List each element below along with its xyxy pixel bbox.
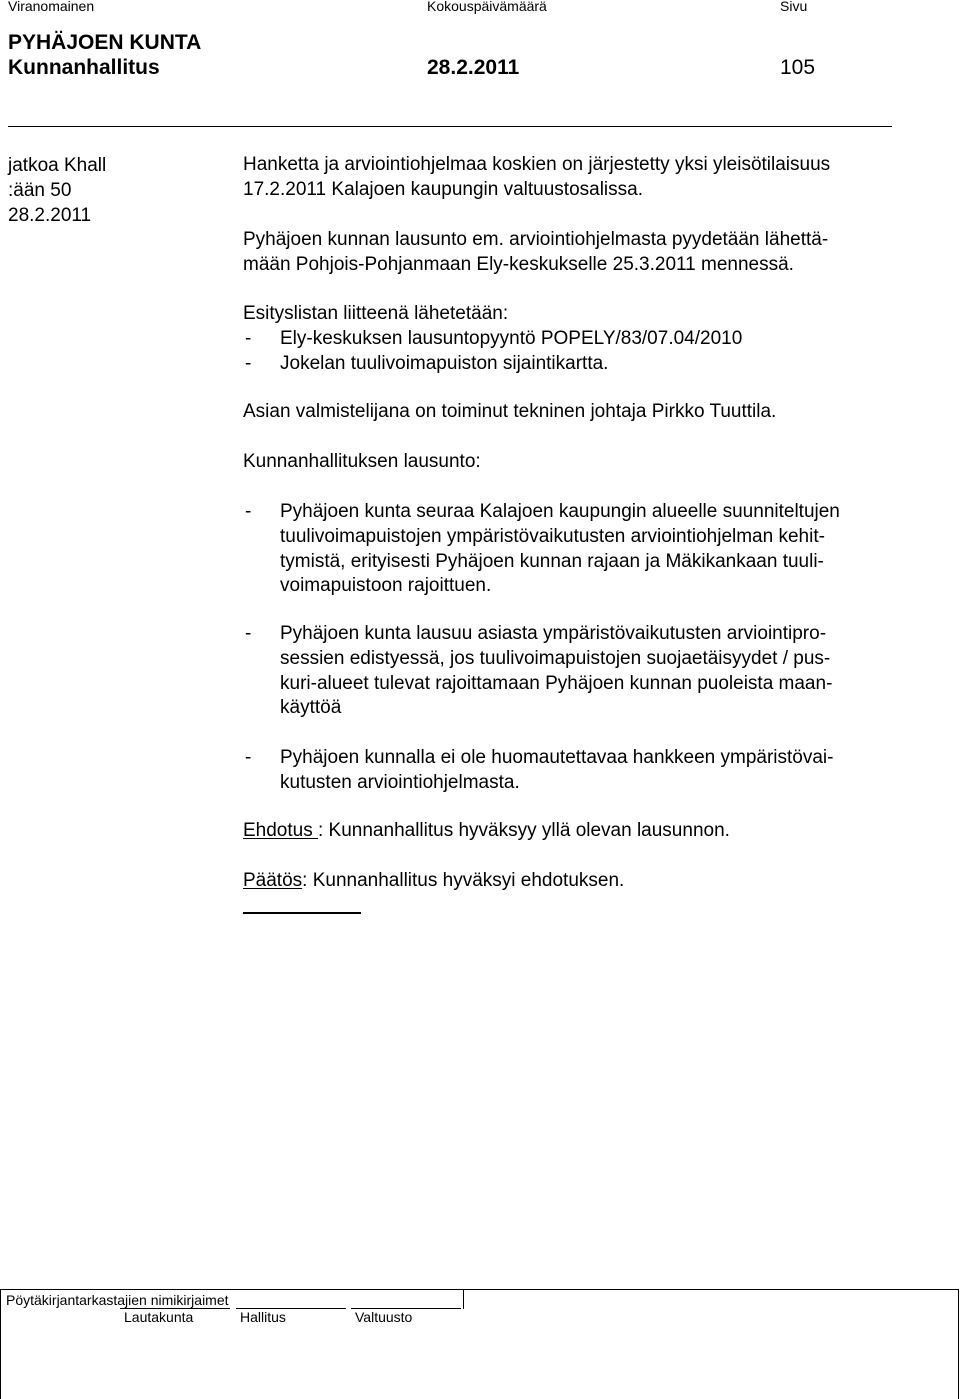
attachment-dash: - xyxy=(245,353,252,374)
attachments-heading: Esityslistan liitteenä lähetetään: xyxy=(243,303,509,324)
municipality-name: PYHÄJOEN KUNTA xyxy=(8,31,202,54)
header-divider xyxy=(8,126,892,127)
footer-col-government: Hallitus xyxy=(240,1309,286,1325)
header-label-official: Viranomainen xyxy=(8,0,95,14)
meeting-date: 28.2.2011 xyxy=(427,56,520,79)
footer-top-border xyxy=(0,1289,959,1290)
proposal-text: : Kunnanhallitus hyväksyy yllä olevan lausunnon. xyxy=(318,820,730,841)
bullet-dash: - xyxy=(245,501,252,522)
bullet-dash: - xyxy=(245,623,252,644)
footer-divider xyxy=(463,1289,464,1309)
attachment-item: Ely-keskuksen lausuntopyyntö POPELY/83/07.04/2010 xyxy=(280,328,743,349)
statement-heading: Kunnanhallituksen lausunto: xyxy=(243,451,481,472)
attachment-dash: - xyxy=(245,328,252,349)
margin-ref-line1: jatkoa Khall xyxy=(8,155,107,176)
footer-col-council: Valtuusto xyxy=(355,1309,413,1325)
footer-col-board: Lautakunta xyxy=(124,1309,194,1325)
proposal-label: Ehdotus xyxy=(243,820,318,841)
statement-bullet-3: Pyhäjoen kunnalla ei ole huomautettavaa hankkeen ympäristövai- kutusten arviointiohjelmasta. xyxy=(280,747,834,793)
preparer-note: Asian valmistelijana on toiminut tekninen johtaja Pirkko Tuuttila. xyxy=(243,401,777,422)
attachment-item: Jokelan tuulivoimapuiston sijaintikartta. xyxy=(280,353,609,374)
bullet-dash: - xyxy=(245,747,252,768)
margin-ref-line2: :ään 50 xyxy=(8,180,72,201)
section-end-rule xyxy=(243,912,361,914)
paragraph-event: Hanketta ja arviointiohjelmaa koskien on järjestetty yksi yleisötilaisuus 17.2.2011 Kalajoen kaupungin valtuustosalissa. xyxy=(243,154,831,200)
margin-ref-line3: 28.2.2011 xyxy=(8,205,92,226)
page-number: 105 xyxy=(780,56,816,79)
board-name: Kunnanhallitus xyxy=(8,56,160,79)
decision-text: : Kunnanhallitus hyväksyi ehdotuksen. xyxy=(302,870,625,891)
signatures-label: Pöytäkirjantarkastajien nimikirjaimet xyxy=(6,1292,229,1308)
decision-label: Päätös xyxy=(243,870,303,891)
header-label-date: Kokouspäivämäärä xyxy=(427,0,547,14)
signature-table xyxy=(0,1289,959,1399)
paragraph-request: Pyhäjoen kunnan lausunto em. arviointiohjelmasta pyydetään lähettä- mään Pohjois-Pohjanmaan Ely-keskukselle 25.3.2011 mennessä. xyxy=(243,229,829,275)
decision-line xyxy=(243,869,624,894)
statement-bullet-2: Pyhäjoen kunta lausuu asiasta ympäristövaikutusten arviointipro- sessien edistyessä, jos tuulivoimapuistojen suojaetäisyydet / pus- kuri-alueet tulevat rajoittamaan Pyhäjoen kunnan puoleista maan- käyttöä xyxy=(280,623,833,719)
footer-left-border xyxy=(0,1289,1,1399)
footer-right-border xyxy=(958,1289,959,1399)
proposal-line xyxy=(243,819,730,844)
statement-bullet-1: Pyhäjoen kunta seuraa Kalajoen kaupungin alueelle suunniteltujen tuulivoimapuistojen ympäristövaikutusten arviointiohjelman kehit- tymistä, erityisesti Pyhäjoen kunnan rajaan ja Mäkikankaan tuuli- voimapuistoon rajoittuen. xyxy=(280,501,840,597)
header-label-page: Sivu xyxy=(780,0,808,14)
